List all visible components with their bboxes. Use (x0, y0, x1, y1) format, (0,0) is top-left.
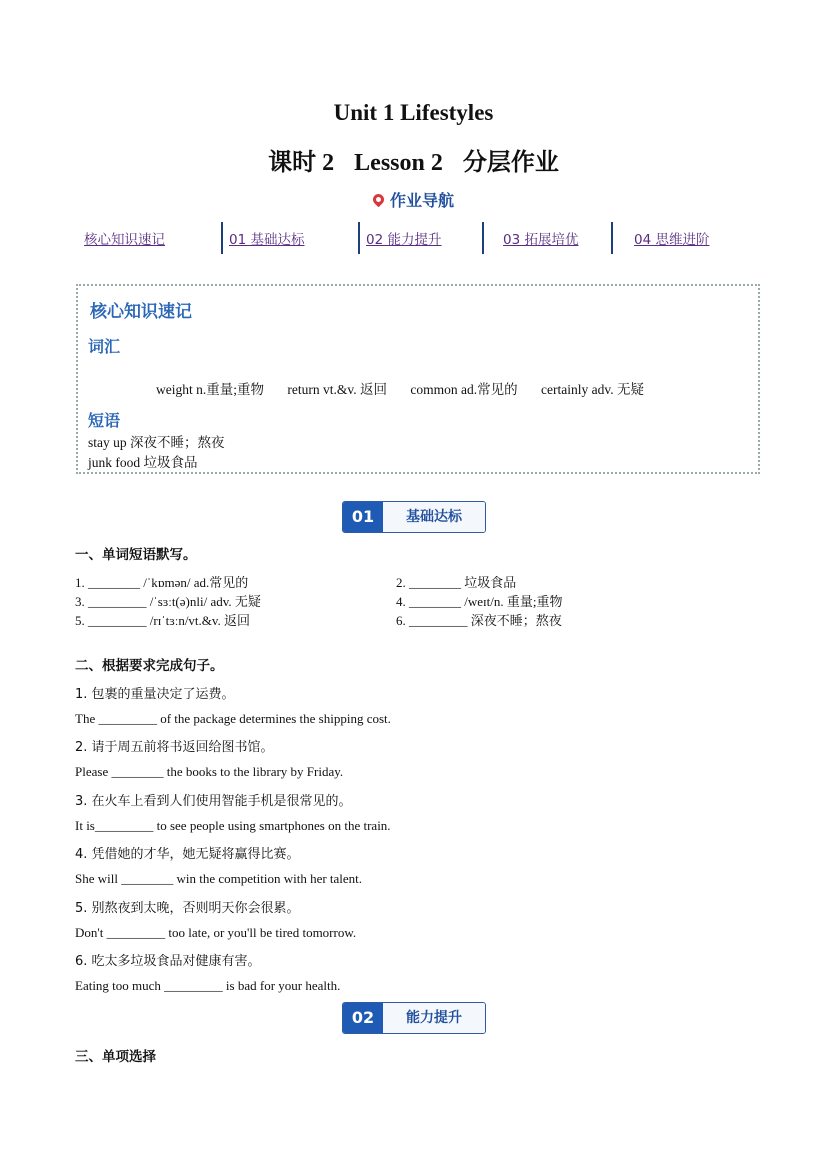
phrase-item: junk food 垃圾食品 (88, 455, 198, 470)
sentence-english: Eating too much _________ is bad for your health. (75, 978, 341, 993)
nav-divider (482, 222, 484, 254)
sentence-chinese: 4. 凭借她的才华，她无疑将赢得比赛。 (75, 847, 300, 862)
sentence-english: It is_________ to see people using smartphones on the train. (75, 818, 391, 833)
nav-divider (221, 222, 223, 254)
banner-number: 02 (343, 1003, 383, 1033)
sentence-english: She will ________ win the competition with her talent. (75, 871, 363, 886)
nav-divider (358, 222, 360, 254)
section-banner-basic (342, 501, 486, 533)
subtitle-lesson-name: Lesson 2 (354, 150, 443, 176)
nav-link-thinking[interactable]: 04 思维进阶 (634, 232, 710, 248)
section-2-title: 二、根据要求完成句子。 (75, 658, 224, 674)
sentence-chinese: 6. 吃太多垃圾食品对健康有害。 (75, 954, 261, 969)
core-knowledge-title: 核心知识速记 (90, 302, 192, 322)
nav-divider (611, 222, 613, 254)
sentence-chinese: 2. 请于周五前将书返回给图书馆。 (75, 740, 274, 755)
vocab-item: weight n.重量;重物 (156, 382, 264, 397)
nav-link-core-knowledge[interactable]: 核心知识速记 (84, 232, 165, 248)
vocab-heading: 词汇 (88, 337, 121, 356)
section-banner-ability (342, 1002, 486, 1034)
sentence-chinese: 1. 包裹的重量决定了运费。 (75, 687, 235, 702)
vocab-list (156, 378, 664, 398)
banner-label: 能力提升 (383, 1003, 485, 1033)
sentence-chinese: 5. 别熬夜到太晚，否则明天你会很累。 (75, 901, 300, 916)
sentence-english: Please ________ the books to the library by Friday. (75, 764, 344, 779)
sentence-english: The _________ of the package determines the shipping cost. (75, 711, 391, 726)
subtitle-homework: 分层作业 (462, 150, 559, 176)
nav-link-ability[interactable]: 02 能力提升 (366, 232, 442, 248)
banner-number: 01 (343, 502, 383, 532)
banner-label: 基础达标 (383, 502, 485, 532)
document-title: Unit 1 Lifestyles (333, 100, 494, 125)
subtitle-lesson-label: 课时 (268, 150, 317, 176)
section-1-title: 一、单词短语默写。 (75, 547, 197, 563)
dictation-item: 1. ________ /ˈkɒmən/ ad.常见的 (75, 575, 249, 590)
phrase-item: stay up 深夜不睡；熬夜 (88, 435, 225, 450)
phrase-heading: 短语 (88, 411, 121, 430)
dictation-item: 4. ________ /weɪt/n. 重量;重物 (396, 594, 563, 609)
dictation-item: 6. _________ 深夜不睡；熬夜 (396, 613, 562, 628)
dictation-item: 5. _________ /rɪˈtɜːn/vt.&v. 返回 (75, 613, 251, 628)
location-pin-icon (371, 192, 387, 208)
nav-heading (0, 188, 827, 211)
lesson-subtitle (0, 142, 827, 177)
homework-nav (78, 222, 748, 256)
vocab-item: common ad.常见的 (410, 382, 518, 397)
nav-link-extension[interactable]: 03 拓展培优 (503, 232, 579, 248)
nav-heading-label: 作业导航 (389, 191, 454, 210)
sentence-chinese: 3. 在火车上看到人们使用智能手机是很常见的。 (75, 794, 352, 809)
nav-link-basic[interactable]: 01 基础达标 (229, 232, 305, 248)
section-3-title: 三、单项选择 (75, 1049, 156, 1065)
dictation-item: 2. ________ 垃圾食品 (396, 575, 517, 590)
vocab-item: certainly adv. 无疑 (540, 382, 644, 397)
sentence-english: Don't _________ too late, or you'll be tired tomorrow. (75, 925, 357, 940)
vocab-item: return vt.&v. 返回 (287, 382, 387, 397)
subtitle-lesson-number: 2 (322, 150, 335, 176)
dictation-item: 3. _________ /ˈsɜːt(ə)nli/ adv. 无疑 (75, 594, 261, 609)
